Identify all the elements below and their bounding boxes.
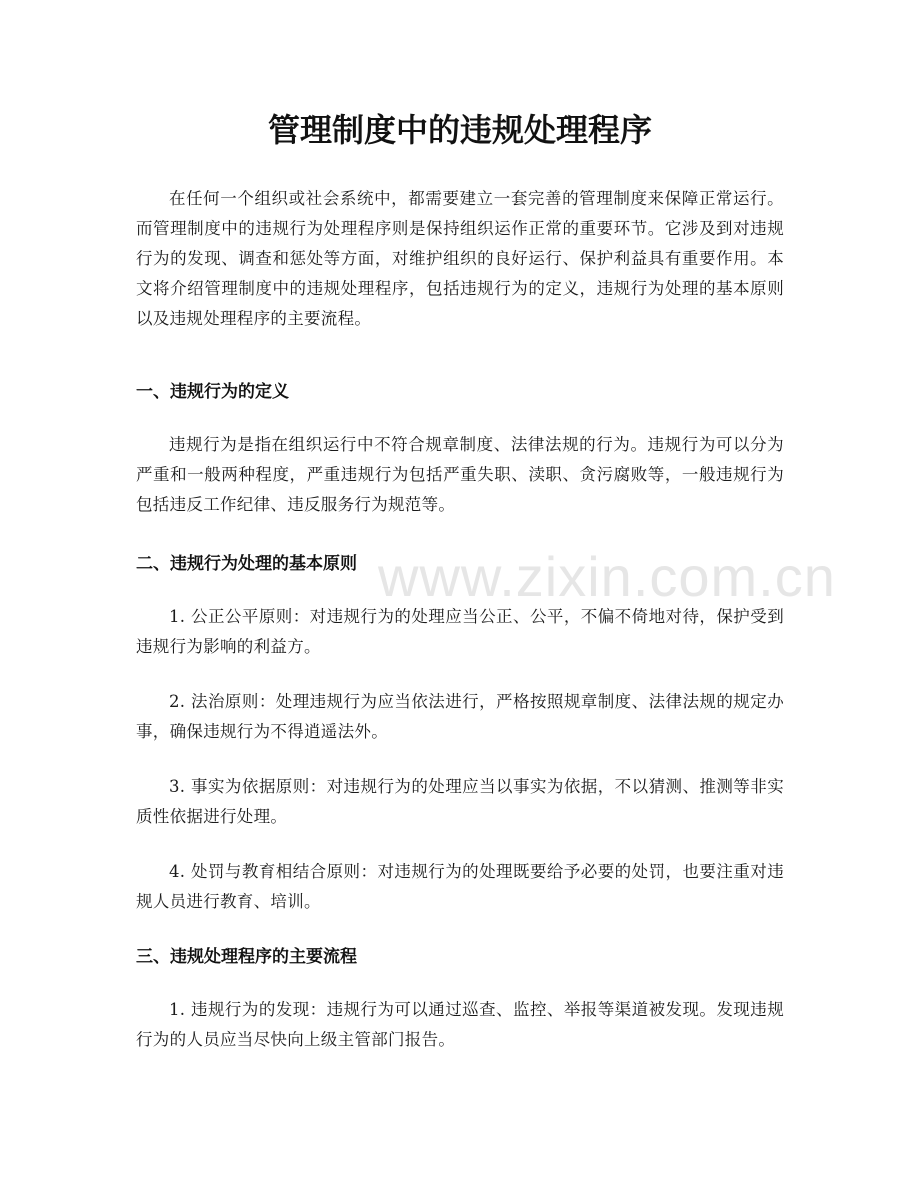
section-2-paragraph-1: 1. 公正公平原则：对违规行为的处理应当公正、公平，不偏不倚地对待，保护受到违规行为影响的利益方。 <box>136 607 784 656</box>
section-1-paragraph-1: 违规行为是指在组织运行中不符合规章制度、法律法规的行为。违规行为可以分为严重和一般两种程度，严重违规行为包括严重失职、渎职、贪污腐败等，一般违规行为包括违反工作纪律、违反服务行为规范等。 <box>136 435 784 514</box>
section-2-paragraph-3: 3. 事实为依据原则：对违规行为的处理应当以事实为依据，不以猜测、推测等非实质性依据进行处理。 <box>136 777 784 826</box>
watermark: www.zixin.com.cn <box>378 545 836 608</box>
section-2-paragraph-4: 4. 处罚与教育相结合原则：对违规行为的处理既要给予必要的处罚，也要注重对违规人员进行教育、培训。 <box>136 862 784 911</box>
document-title: 管理制度中的违规处理程序 <box>267 111 652 149</box>
section-3-paragraph-1: 1. 违规行为的发现：违规行为可以通过巡查、监控、举报等渠道被发现。发现违规行为的人员应当尽快向上级主管部门报告。 <box>136 1000 784 1049</box>
section-3-heading: 三、违规处理程序的主要流程 <box>136 947 357 967</box>
intro-paragraph: 在任何一个组织或社会系统中，都需要建立一套完善的管理制度来保障正常运行。而管理制度中的违规行为处理程序则是保持组织运作正常的重要环节。它涉及到对违规行为的发现、调查和惩处等方面，对维护组织的良好运行、保护利益具有重要作用。本文将介绍管理制度中的违规处理程序，包括违规行为的定义，违规行为处理的基本原则以及违规处理程序的主要流程。 <box>136 189 784 328</box>
section-1-heading: 一、违规行为的定义 <box>136 382 289 402</box>
section-2-heading: 二、违规行为处理的基本原则 <box>136 554 357 574</box>
section-2-paragraph-2: 2. 法治原则：处理违规行为应当依法进行，严格按照规章制度、法律法规的规定办事，确保违规行为不得逍遥法外。 <box>136 692 784 741</box>
